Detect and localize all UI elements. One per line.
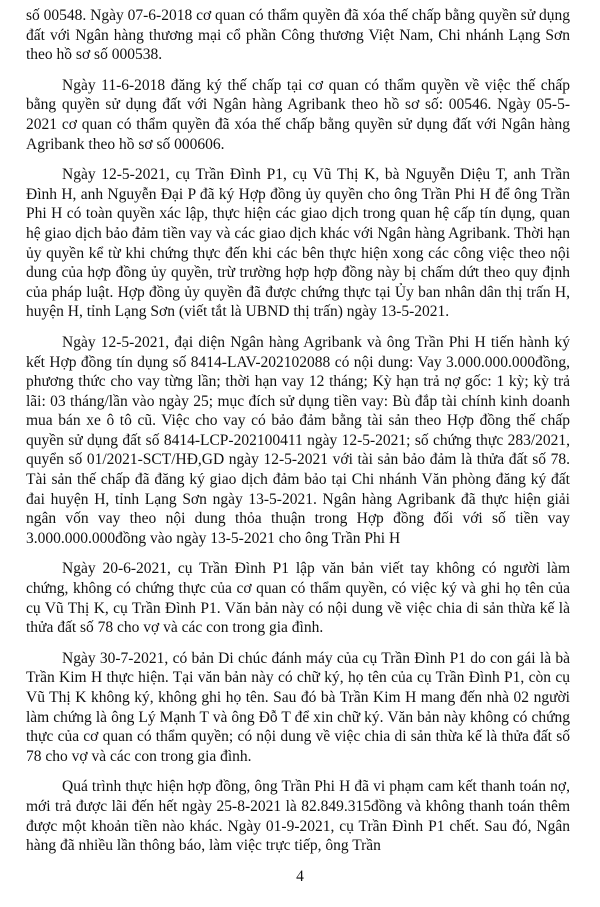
paragraph-6: Ngày 30-7-2021, có bản Di chúc đánh máy của cụ Trần Đình P1 do con gái là bà Trần Kim H thực hiện. Tại văn bản này có chữ ký, họ tên của cụ Trần Đình P1, còn cụ Vũ Thị K không ký, không ghi họ tên. Sau đó bà Trần Kim H mang đến nhà 02 người làm chứng là ông Lý Mạnh T và ông Đỗ T để xin chữ ký. Văn bản này không có chứng thực của cơ quan có thẩm quyền; có nội dung về việc chia di sản thừa kế là thửa đất số 78 cho vợ và các con trong gia đình. — [26, 649, 570, 765]
paragraph-3: Ngày 12-5-2021, cụ Trần Đình P1, cụ Vũ Thị K, bà Nguyễn Diệu T, anh Trần Đình H, anh Nguyễn Đại P đã ký Hợp đồng ủy quyền cho ông Trần Phi H để ông Trần Phi H có toàn quyền xác lập, thực hiện các giao dịch trong quan hệ cấp tín dụng, quan hệ giao dịch bảo đảm tiền vay và các giao dịch khác với Ngân hàng Agribank. Thời hạn ủy quyền kể từ khi chứng thực đến khi các bên thực hiện xong các công việc theo nội dung của hợp đồng ủy quyền, trừ trường hợp hợp đồng này bị chấm dứt theo quy định của pháp luật. Hợp đồng ủy quyền đã được chứng thực tại Ủy ban nhân dân thị trấn H, huyện H, tỉnh Lạng Sơn (viết tắt là UBND thị trấn) ngày 13-5-2021. — [26, 166, 570, 321]
paragraph-2: Ngày 11-6-2018 đăng ký thế chấp tại cơ quan có thẩm quyền về việc thế chấp bằng quyền sử dụng đất với Ngân hàng Agribank theo hồ sơ số: 00546. Ngày 05-5-2021 cơ quan có thẩm quyền đã xóa thế chấp bằng quyền sử dụng đất với Ngân hàng Agribank theo hồ sơ số 000606. — [26, 76, 570, 153]
paragraph-4: Ngày 12-5-2021, đại diện Ngân hàng Agribank và ông Trần Phi H tiến hành ký kết Hợp đồng tín dụng số 8414-LAV-202102088 có nội dung: Vay 3.000.000.000đồng, phương thức cho vay từng lần; thời hạn vay 12 tháng; Kỳ hạn trả nợ gốc: 1 kỳ; kỳ trả lãi: 03 tháng/lần vào ngày 25; mục đích sử dụng tiền vay: Bù đắp tài chính kinh doanh mua bán xe ô tô cũ. Việc cho vay có bảo đảm bằng tài sản theo Hợp đồng thế chấp quyền sử dụng đất số 8414-LCP-202100411 ngày 12-5-2021; số chứng thực 283/2021, quyển số 01/2021-SCT/HĐ,GD ngày 12-5-2021 với tài sản bảo đảm là thửa đất số 78. Tài sản thế chấp đã đăng ký giao dịch đảm bảo tại Chi nhánh Văn phòng đăng ký đất đai huyện H, tỉnh Lạng Sơn ngày 13-5-2021. Ngân hàng Agribank đã thực hiện giải ngân vốn vay theo nội dung thỏa thuận trong Hợp đồng đối với số tiền vay 3.000.000.000đồng vào ngày 13-5-2021 cho ông Trần Phi H — [26, 333, 570, 547]
paragraph-1: số 00548. Ngày 07-6-2018 cơ quan có thẩm quyền đã xóa thế chấp bằng quyền sử dụng đất với Ngân hàng thương mại cổ phần Công thương Việt Nam, Chi nhánh Lạng Sơn theo hồ sơ số 000538. — [26, 7, 570, 64]
page-number: 4 — [296, 868, 304, 885]
paragraph-5: Ngày 20-6-2021, cụ Trần Đình P1 lập văn bản viết tay không có người làm chứng, không có chứng thực của cơ quan có thẩm quyền, có việc ký và ghi họ tên của cụ Vũ Thị K, cụ Trần Đình P1. Văn bản này có nội dung về việc chia di sản thừa kế là thửa đất số 78 cho vợ và các con trong gia đình. — [26, 560, 570, 637]
paragraph-7: Quá trình thực hiện hợp đồng, ông Trần Phi H đã vi phạm cam kết thanh toán nợ, mới trả được lãi đến hết ngày 25-8-2021 là 82.849.315đồng và không thanh toán thêm được một khoản tiền nào khác. Ngày 01-9-2021, cụ Trần Đình P1 chết. Sau đó, Ngân hàng đã nhiều lần thông báo, làm việc trực tiếp, ông Trần — [26, 778, 570, 855]
